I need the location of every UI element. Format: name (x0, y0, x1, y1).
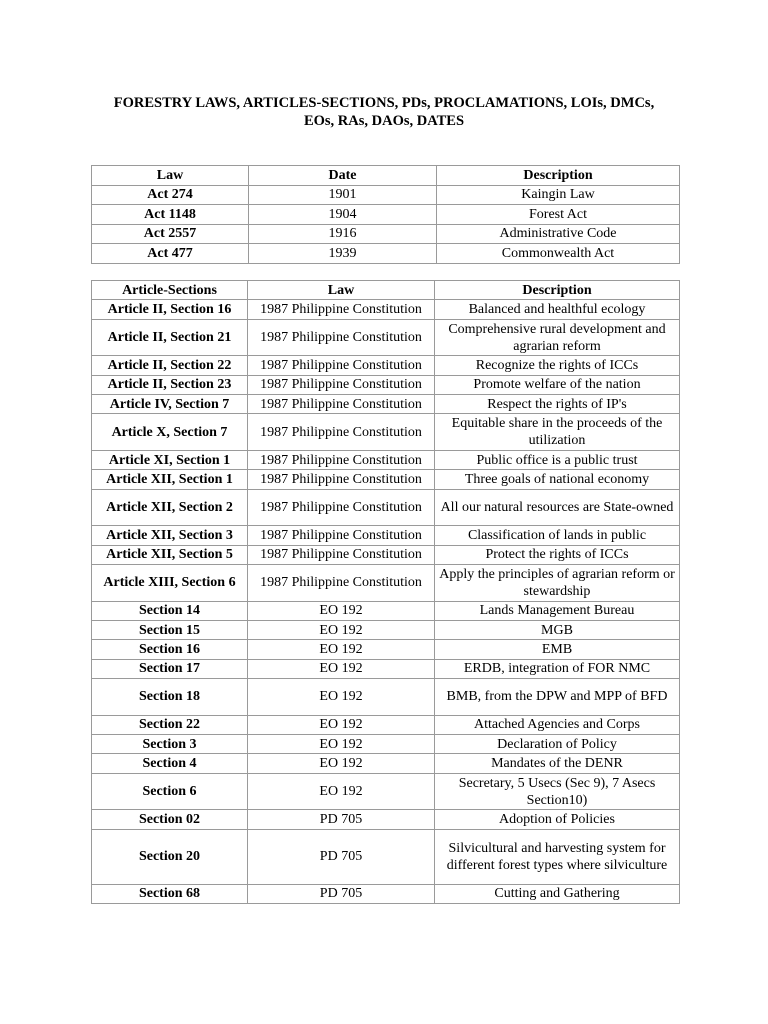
cell-article-section: Section 15 (92, 620, 248, 639)
table-row (92, 414, 680, 451)
cell-law: PD 705 (248, 810, 435, 829)
table-row (92, 620, 680, 639)
table-row (92, 773, 680, 810)
table-row (92, 601, 680, 620)
cell-description: Commonwealth Act (437, 244, 680, 264)
cell-article-section: Article XI, Section 1 (92, 450, 248, 469)
table-row (92, 715, 680, 734)
table-row (92, 375, 680, 394)
header-description: Description (435, 281, 680, 300)
cell-law: EO 192 (248, 734, 435, 753)
cell-law: 1987 Philippine Constitution (248, 395, 435, 414)
cell-description: Cutting and Gathering (435, 884, 680, 903)
header-date: Date (249, 166, 437, 186)
cell-description: Lands Management Bureau (435, 601, 680, 620)
cell-law: 1987 Philippine Constitution (248, 489, 435, 526)
cell-law: 1987 Philippine Constitution (248, 565, 435, 602)
cell-description: Attached Agencies and Corps (435, 715, 680, 734)
cell-article-section: Section 14 (92, 601, 248, 620)
table-row (92, 395, 680, 414)
cell-law: 1987 Philippine Constitution (248, 470, 435, 489)
cell-date: 1916 (249, 224, 437, 244)
title-line-2: EOs, RAs, DAOs, DATES (303, 113, 465, 129)
header-law: Law (248, 281, 435, 300)
article-sections-table (91, 280, 680, 904)
cell-law: EO 192 (248, 715, 435, 734)
cell-law: PD 705 (248, 884, 435, 903)
cell-description: Kaingin Law (437, 185, 680, 205)
cell-description: ERDB, integration of FOR NMC (435, 659, 680, 678)
table-row (92, 734, 680, 753)
cell-law: Act 274 (92, 185, 249, 205)
cell-law: 1987 Philippine Constitution (248, 526, 435, 545)
cell-article-section: Section 16 (92, 640, 248, 659)
cell-law: 1987 Philippine Constitution (248, 414, 435, 451)
cell-law: EO 192 (248, 620, 435, 639)
cell-law: 1987 Philippine Constitution (248, 375, 435, 394)
cell-article-section: Article II, Section 21 (92, 319, 248, 356)
cell-law: 1987 Philippine Constitution (248, 356, 435, 375)
cell-description: Administrative Code (437, 224, 680, 244)
cell-law: 1987 Philippine Constitution (248, 300, 435, 319)
table-row (92, 470, 680, 489)
cell-law: PD 705 (248, 829, 435, 884)
table-row (92, 754, 680, 773)
table-row (92, 829, 680, 884)
header-law: Law (92, 166, 249, 186)
cell-description: Forest Act (437, 205, 680, 225)
cell-law: Act 477 (92, 244, 249, 264)
cell-description: Public office is a public trust (435, 450, 680, 469)
cell-article-section: Section 6 (92, 773, 248, 810)
cell-description: MGB (435, 620, 680, 639)
cell-article-section: Section 3 (92, 734, 248, 753)
cell-article-section: Section 68 (92, 884, 248, 903)
cell-description: Silvicultural and harvesting system for different forest types where silviculture (435, 829, 680, 884)
table-body (92, 185, 680, 263)
table-row (92, 450, 680, 469)
cell-article-section: Article II, Section 16 (92, 300, 248, 319)
cell-description: Mandates of the DENR (435, 754, 680, 773)
table-header-row (92, 281, 680, 300)
cell-date: 1904 (249, 205, 437, 225)
cell-article-section: Article II, Section 23 (92, 375, 248, 394)
cell-law: EO 192 (248, 640, 435, 659)
cell-law: EO 192 (248, 679, 435, 716)
table-row (92, 356, 680, 375)
table-row (92, 224, 680, 244)
cell-law: EO 192 (248, 754, 435, 773)
cell-description: BMB, from the DPW and MPP of BFD (435, 679, 680, 716)
title-line-1: FORESTRY LAWS, ARTICLES-SECTIONS, PDs, PROCLAMATIONS, LOIs, DMCs, (113, 95, 655, 111)
cell-description: Three goals of national economy (435, 470, 680, 489)
cell-description: Recognize the rights of ICCs (435, 356, 680, 375)
cell-article-section: Article II, Section 22 (92, 356, 248, 375)
table-row (92, 319, 680, 356)
cell-description: Promote welfare of the nation (435, 375, 680, 394)
document-title (0, 94, 768, 130)
cell-description: Classification of lands in public (435, 526, 680, 545)
cell-law: EO 192 (248, 659, 435, 678)
cell-article-section: Article IV, Section 7 (92, 395, 248, 414)
header-description: Description (437, 166, 680, 186)
cell-article-section: Article XII, Section 2 (92, 489, 248, 526)
cell-description: All our natural resources are State-owned (435, 489, 680, 526)
cell-article-section: Section 17 (92, 659, 248, 678)
table-row (92, 185, 680, 205)
cell-description: Comprehensive rural development and agrarian reform (435, 319, 680, 356)
cell-date: 1939 (249, 244, 437, 264)
cell-law: Act 2557 (92, 224, 249, 244)
table-row (92, 300, 680, 319)
cell-description: Respect the rights of IP's (435, 395, 680, 414)
cell-law: EO 192 (248, 773, 435, 810)
cell-description: Apply the principles of agrarian reform or stewardship (435, 565, 680, 602)
table-body (92, 300, 680, 904)
cell-law: 1987 Philippine Constitution (248, 545, 435, 564)
table-row (92, 489, 680, 526)
header-article-sections: Article-Sections (92, 281, 248, 300)
cell-description: Secretary, 5 Usecs (Sec 9), 7 Asecs Section10) (435, 773, 680, 810)
table-row (92, 205, 680, 225)
cell-article-section: Section 22 (92, 715, 248, 734)
table-row (92, 244, 680, 264)
cell-law: EO 192 (248, 601, 435, 620)
cell-description: Declaration of Policy (435, 734, 680, 753)
table-row (92, 884, 680, 903)
forestry-acts-table (91, 165, 680, 264)
cell-date: 1901 (249, 185, 437, 205)
table-row (92, 659, 680, 678)
table-row (92, 526, 680, 545)
cell-law: 1987 Philippine Constitution (248, 450, 435, 469)
cell-description: Protect the rights of ICCs (435, 545, 680, 564)
table-header-row (92, 166, 680, 186)
cell-law: Act 1148 (92, 205, 249, 225)
cell-description: Balanced and healthful ecology (435, 300, 680, 319)
table-row (92, 545, 680, 564)
cell-description: EMB (435, 640, 680, 659)
table-row (92, 565, 680, 602)
cell-article-section: Article XII, Section 5 (92, 545, 248, 564)
cell-article-section: Section 4 (92, 754, 248, 773)
cell-article-section: Section 18 (92, 679, 248, 716)
table-row (92, 810, 680, 829)
table-row (92, 640, 680, 659)
cell-article-section: Section 20 (92, 829, 248, 884)
cell-description: Adoption of Policies (435, 810, 680, 829)
cell-law: 1987 Philippine Constitution (248, 319, 435, 356)
cell-article-section: Article XII, Section 3 (92, 526, 248, 545)
table-row (92, 679, 680, 716)
cell-article-section: Article X, Section 7 (92, 414, 248, 451)
cell-article-section: Article XIII, Section 6 (92, 565, 248, 602)
cell-description: Equitable share in the proceeds of the utilization (435, 414, 680, 451)
cell-article-section: Section 02 (92, 810, 248, 829)
cell-article-section: Article XII, Section 1 (92, 470, 248, 489)
